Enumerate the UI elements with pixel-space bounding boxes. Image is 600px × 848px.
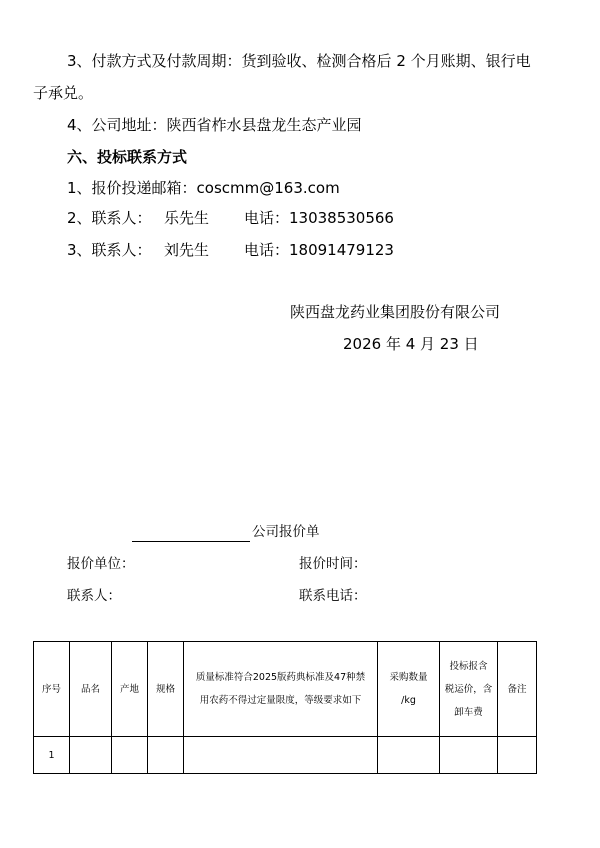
cell-index: 1 [34, 737, 70, 774]
quote-email: 1、报价投递邮箱：coscmm@163.com [67, 179, 340, 197]
cell-price[interactable] [440, 737, 498, 774]
quote-unit-label: 报价单位： [67, 556, 135, 572]
header-product: 品名 [70, 642, 112, 737]
signature-date: 2026 年 4 月 23 日 [343, 335, 479, 353]
cell-product[interactable] [70, 737, 112, 774]
quote-form-title [132, 522, 320, 542]
header-index: 序号 [34, 642, 70, 737]
header-quality: 质量标准符合2025版药典标准及47种禁 用农药不得过定量限度，等级要求如下 [184, 642, 378, 737]
payment-terms-line1: 3、付款方式及付款周期：货到验收、检测合格后 2 个月账期、银行电 [67, 52, 531, 70]
cell-quality[interactable] [184, 737, 378, 774]
cell-quantity[interactable] [378, 737, 440, 774]
contact-section-heading: 六、投标联系方式 [67, 148, 188, 166]
header-remarks: 备注 [498, 642, 537, 737]
cell-origin[interactable] [112, 737, 148, 774]
contact-name: 刘先生 [164, 241, 210, 259]
quote-table [33, 641, 537, 774]
quote-time-label: 报价时间： [299, 556, 367, 572]
signature-company: 陕西盘龙药业集团股份有限公司 [290, 303, 501, 321]
table-header-row [34, 642, 537, 737]
header-price: 投标报含 税运价，含 卸车费 [440, 642, 498, 737]
quote-contact-label: 联系人： [67, 588, 121, 604]
header-origin: 产地 [112, 642, 148, 737]
table-row [34, 737, 537, 774]
quote-form-title-text: 公司报价单 [252, 524, 320, 540]
contact-phone: 电话：18091479123 [244, 241, 394, 259]
contact-label: 3、联系人： [67, 241, 152, 259]
contact-row-1 [67, 208, 394, 228]
contact-name: 乐先生 [164, 209, 210, 227]
company-address: 4、公司地址：陕西省柞水县盘龙生态产业园 [67, 116, 362, 134]
header-quantity: 采购数量 /kg [378, 642, 440, 737]
cell-spec[interactable] [148, 737, 184, 774]
header-spec: 规格 [148, 642, 184, 737]
payment-terms-line2: 子承兑。 [33, 84, 94, 102]
contact-phone: 电话：13038530566 [244, 209, 394, 227]
quote-phone-label: 联系电话： [299, 588, 367, 604]
company-name-blank[interactable] [132, 527, 250, 542]
contact-label: 2、联系人： [67, 209, 152, 227]
cell-remarks[interactable] [498, 737, 537, 774]
contact-row-2 [67, 240, 394, 260]
